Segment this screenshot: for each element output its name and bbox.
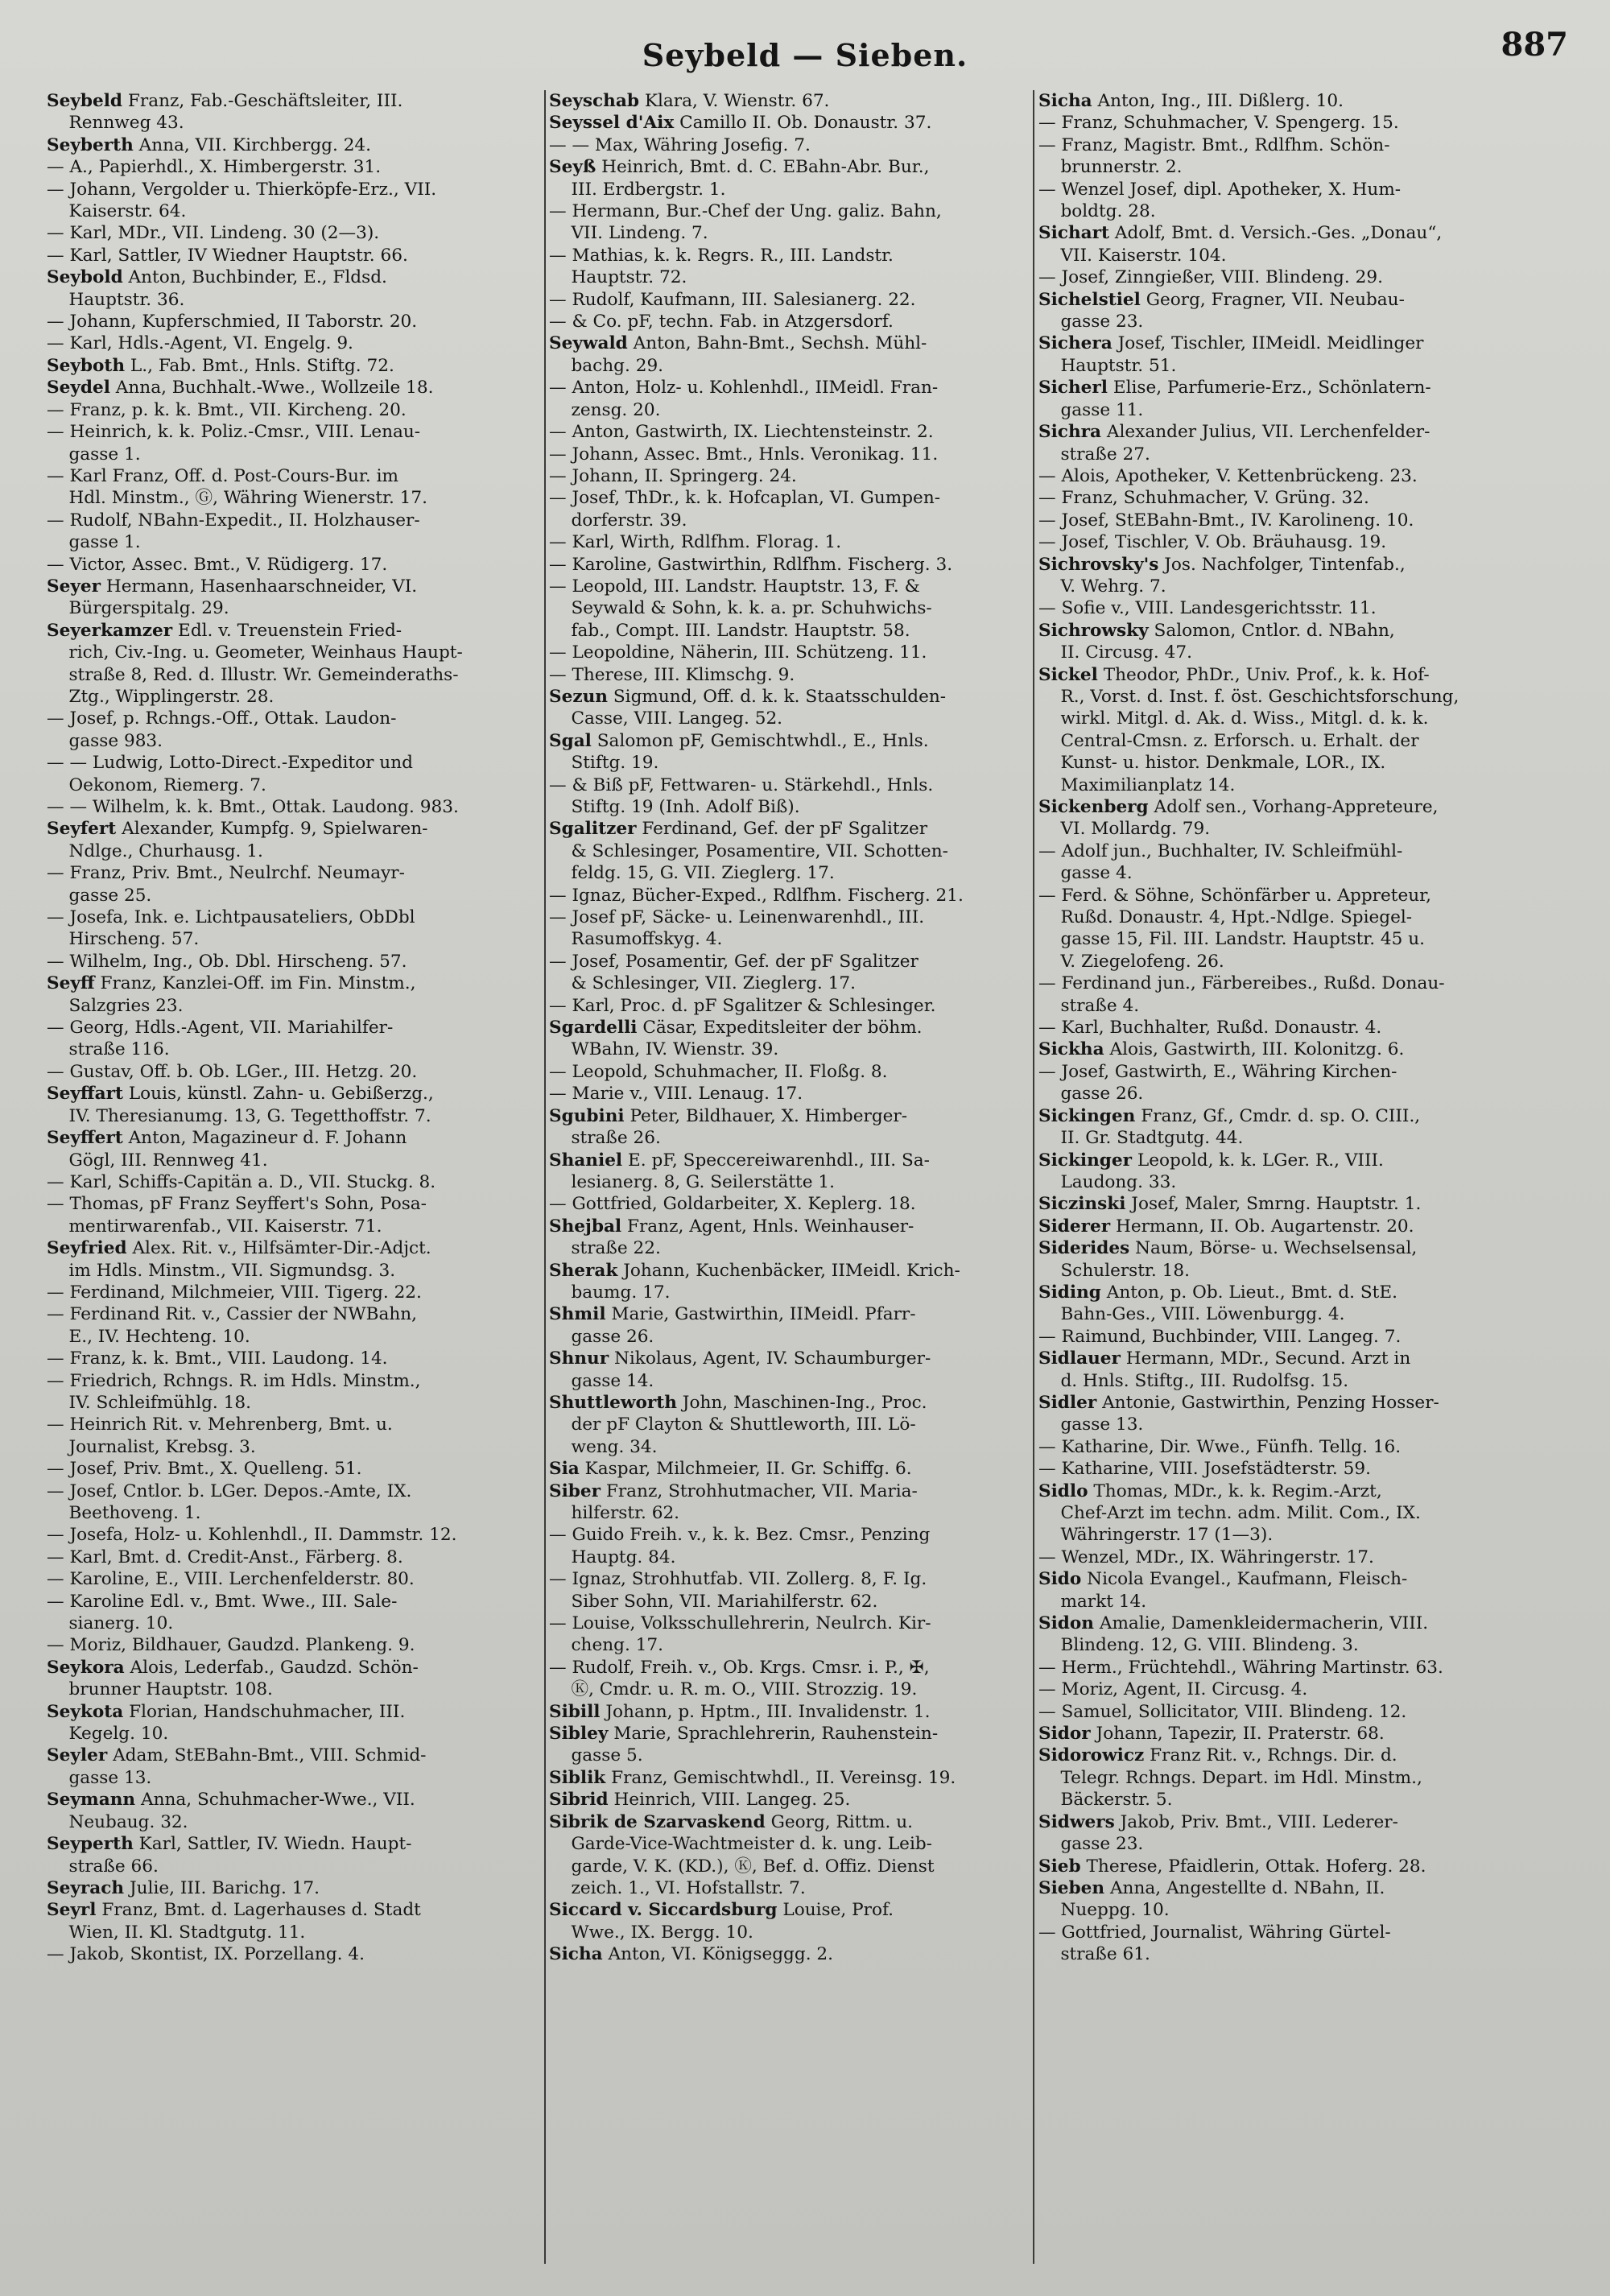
directory-line: — Adolf jun., Buchhalter, IV. Schleifmühl- — [1038, 840, 1403, 861]
directory-line: gasse 4. — [1038, 863, 1133, 884]
directory-line: Sickenberg Adolf sen., Vorhang-Appreteure, — [1038, 797, 1439, 817]
directory-line: — — Max, Währing Josefig. 7. — [549, 134, 811, 155]
directory-line: — Thomas, pF Franz Seyffert's Sohn, Posa- — [47, 1194, 427, 1215]
directory-line: — Karl Franz, Off. d. Post-Cours-Bur. im — [47, 465, 398, 486]
directory-line: Sibrik de Szarvaskend Georg, Rittm. u. — [549, 1811, 913, 1832]
directory-line: feldg. 15, G. VII. Zieglerg. 17. — [549, 863, 835, 884]
directory-line: — Franz, k. k. Bmt., VIII. Laudong. 14. — [47, 1348, 388, 1369]
directory-line: Blindeng. 12, G. VIII. Blindeng. 3. — [1038, 1635, 1359, 1656]
directory-line: Beethoveng. 1. — [47, 1503, 201, 1523]
directory-line: — Jakob, Skontist, IX. Porzellang. 4. — [47, 1944, 365, 1965]
directory-line: brunner Hauptstr. 108. — [47, 1679, 273, 1700]
directory-line: — Leopold, III. Landstr. Hauptstr. 13, F. & — [549, 576, 920, 597]
directory-line: cheng. 17. — [549, 1635, 664, 1656]
directory-line: — Karl, Hdls.-Agent, VI. Engelg. 9. — [47, 333, 353, 354]
directory-line: — Karl, Buchhalter, Rußd. Donaustr. 4. — [1038, 1018, 1382, 1039]
directory-line: — Rudolf, Kaufmann, III. Salesianerg. 22. — [549, 289, 916, 310]
directory-line: lesianerg. 8, G. Seilerstätte 1. — [549, 1171, 835, 1192]
directory-line: gasse 1. — [47, 532, 141, 553]
directory-line: — Leopoldine, Näherin, III. Schützeng. 11. — [549, 642, 927, 663]
directory-line: Sickel Theodor, PhDr., Univ. Prof., k. k. Hof- — [1038, 664, 1430, 685]
directory-line: im Hdls. Minstm., VII. Sigmundsg. 3. — [47, 1260, 396, 1281]
directory-line: — Josef, Tischler, V. Ob. Bräuhausg. 19. — [1038, 532, 1387, 553]
directory-line: Seyerkamzer Edl. v. Treuenstein Fried- — [47, 620, 402, 641]
directory-line: Sicha Anton, Ing., III. Dißlerg. 10. — [1038, 91, 1344, 111]
directory-line: gasse 13. — [1038, 1414, 1144, 1435]
directory-line: — Karoline, E., VIII. Lerchenfelderstr. 80. — [47, 1569, 415, 1590]
directory-line: Seyfried Alex. Rit. v., Hilfsämter-Dir.-Adjct. — [47, 1238, 431, 1259]
directory-line: VII. Lindeng. 7. — [549, 223, 708, 244]
directory-line: weng. 34. — [549, 1436, 658, 1457]
directory-line: VII. Kaiserstr. 104. — [1038, 245, 1227, 266]
directory-line: — Josef, ThDr., k. k. Hofcaplan, VI. Gumpen- — [549, 488, 941, 509]
directory-line: — Josef, Zinngießer, VIII. Blindeng. 29. — [1038, 267, 1383, 288]
directory-line: gasse 13. — [47, 1767, 152, 1788]
directory-line: Sicha Anton, VI. Königseggg. 2. — [549, 1944, 834, 1965]
directory-line: — Gottfried, Journalist, Währing Gürtel- — [1038, 1922, 1391, 1943]
directory-line: Journalist, Krebsg. 3. — [47, 1436, 256, 1457]
directory-line: — Wenzel Josef, dipl. Apotheker, X. Hum- — [1038, 179, 1402, 200]
directory-line: — Gottfried, Goldarbeiter, X. Keplerg. 18. — [549, 1194, 916, 1215]
directory-line: — Katharine, Dir. Wwe., Fünfh. Tellg. 16. — [1038, 1436, 1402, 1457]
directory-line: & Schlesinger, VII. Zieglerg. 17. — [549, 973, 856, 994]
directory-line: V. Ziegelofeng. 26. — [1038, 951, 1224, 972]
directory-line: — Herm., Früchtehdl., Währing Martinstr. 63. — [1038, 1657, 1443, 1678]
directory-line: Sichart Adolf, Bmt. d. Versich.-Ges. „Donau“, — [1038, 223, 1443, 244]
directory-line: — Franz, Schuhmacher, V. Spengerg. 15. — [1038, 113, 1399, 134]
directory-line: gasse 11. — [1038, 399, 1144, 420]
directory-line: Sgal Salomon pF, Gemischtwhdl., E., Hnls. — [549, 730, 929, 751]
directory-line: Siding Anton, p. Ob. Lieut., Bmt. d. StE. — [1038, 1282, 1397, 1303]
directory-line: Ztg., Wipplingerstr. 28. — [47, 686, 275, 707]
directory-line: Nueppg. 10. — [1038, 1900, 1170, 1921]
directory-line: V. Wehrg. 7. — [1038, 576, 1166, 597]
directory-line: straße 22. — [549, 1238, 661, 1259]
directory-line: Ndlge., Churhausg. 1. — [47, 840, 263, 861]
directory-line: Währingerstr. 17 (1—3). — [1038, 1525, 1274, 1546]
directory-line: IV. Theresianumg. 13, G. Tegetthoffstr. 7. — [47, 1105, 431, 1126]
directory-line: Seyschab Klara, V. Wienstr. 67. — [549, 91, 830, 111]
directory-line: — Anton, Holz- u. Kohlenhdl., IIMeidl. Fran- — [549, 378, 939, 398]
directory-line: wirkl. Mitgl. d. Ak. d. Wiss., Mitgl. d. k. k. — [1038, 708, 1429, 729]
directory-line: — Johann, Assec. Bmt., Hnls. Veronikag. 11. — [549, 444, 939, 465]
directory-line: — Raimund, Buchbinder, VIII. Langeg. 7. — [1038, 1326, 1402, 1347]
directory-line: Sickha Alois, Gastwirth, III. Kolonitzg. 6. — [1038, 1039, 1405, 1060]
directory-line: Oekonom, Riemerg. 7. — [47, 774, 266, 795]
directory-line: Telegr. Rchngs. Depart. im Hdl. Minstm., — [1038, 1767, 1422, 1788]
directory-line: Sibley Marie, Sprachlehrerin, Rauhenstein- — [549, 1724, 939, 1745]
directory-line: — Karl, Sattler, IV Wiedner Hauptstr. 66. — [47, 245, 408, 266]
directory-line: — Franz, p. k. k. Bmt., VII. Kircheng. 20. — [47, 399, 407, 420]
directory-line: gasse 26. — [549, 1326, 654, 1347]
directory-line: Sieben Anna, Angestellte d. NBahn, II. — [1038, 1877, 1385, 1898]
directory-line: — Marie v., VIII. Lenaug. 17. — [549, 1084, 803, 1105]
directory-line: rich, Civ.-Ing. u. Geometer, Weinhaus Haupt- — [47, 642, 463, 663]
directory-line: Kegelg. 10. — [47, 1724, 169, 1745]
directory-line: gasse 1. — [47, 444, 141, 465]
directory-line: — Victor, Assec. Bmt., V. Rüdigerg. 17. — [47, 554, 388, 575]
directory-line: — Katharine, VIII. Josefstädterstr. 59. — [1038, 1459, 1372, 1480]
directory-line: Seykora Alois, Lederfab., Gaudzd. Schön- — [47, 1657, 419, 1678]
directory-line: Garde-Vice-Wachtmeister d. k. ung. Leib- — [549, 1834, 932, 1855]
directory-line: Sgalitzer Ferdinand, Gef. der pF Sgalitzer — [549, 819, 928, 840]
directory-line: IV. Schleifmühlg. 18. — [47, 1392, 251, 1413]
directory-line: Sichera Josef, Tischler, IIMeidl. Meidlinger — [1038, 333, 1424, 354]
directory-line: — Josef, p. Rchngs.-Off., Ottak. Laudon- — [47, 708, 397, 729]
directory-line: — Wilhelm, Ing., Ob. Dbl. Hirscheng. 57. — [47, 951, 407, 972]
directory-line: Sidler Antonie, Gastwirthin, Penzing Hosser- — [1038, 1392, 1439, 1413]
directory-line: II. Circusg. 47. — [1038, 642, 1192, 663]
directory-line: R., Vorst. d. Inst. f. öst. Geschichtsforschung, — [1038, 686, 1459, 707]
directory-columns — [47, 90, 1576, 2280]
directory-line: gasse 23. — [1038, 1834, 1144, 1855]
directory-line: — Franz, Schuhmacher, V. Grüng. 32. — [1038, 488, 1369, 509]
directory-line: straße 27. — [1038, 444, 1150, 465]
directory-line: — Rudolf, Freih. v., Ob. Krgs. Cmsr. i. P., ✠, — [549, 1657, 930, 1678]
directory-line: — — Ludwig, Lotto-Direct.-Expeditor und — [47, 753, 413, 774]
directory-line: Rennweg 43. — [47, 113, 184, 134]
directory-line: hilferstr. 62. — [549, 1503, 680, 1523]
directory-line: gasse 25. — [47, 885, 152, 906]
directory-line: Hauptstr. 36. — [47, 289, 185, 310]
directory-line: — Ignaz, Bücher-Exped., Rdlfhm. Fischerg. 21. — [549, 885, 964, 906]
directory-line: VI. Mollardg. 79. — [1038, 819, 1211, 840]
directory-line: — Moriz, Bildhauer, Gaudzd. Plankeng. 9. — [47, 1635, 415, 1656]
directory-line: — Anton, Gastwirth, IX. Liechtensteinstr. 2. — [549, 422, 934, 443]
directory-line: — Josef, StEBahn-Bmt., IV. Karolineng. 10. — [1038, 510, 1414, 531]
directory-line: Stiftg. 19. — [549, 753, 659, 774]
directory-line: Bäckerstr. 5. — [1038, 1790, 1173, 1811]
directory-line: der pF Clayton & Shuttleworth, III. Lö- — [549, 1414, 916, 1435]
directory-line: — Therese, III. Klimschg. 9. — [549, 664, 795, 685]
directory-line: Seywald & Sohn, k. k. a. pr. Schuhwichs- — [549, 598, 932, 619]
directory-line: Laudong. 33. — [1038, 1171, 1177, 1192]
directory-line: Stiftg. 19 (Inh. Adolf Biß). — [549, 797, 800, 817]
directory-line: gasse 14. — [549, 1370, 654, 1391]
directory-line: — Josef, Cntlor. b. LGer. Depos.-Amte, IX. — [47, 1480, 412, 1501]
directory-line: Seyler Adam, StEBahn-Bmt., VIII. Schmid- — [47, 1745, 427, 1766]
directory-line: mentirwarenfab., VII. Kaiserstr. 71. — [47, 1216, 382, 1237]
directory-line: Sibrid Heinrich, VIII. Langeg. 25. — [549, 1790, 851, 1811]
directory-line: Sieb Therese, Pfaidlerin, Ottak. Hoferg. 28. — [1038, 1856, 1426, 1877]
directory-line: — Sofie v., VIII. Landesgerichtsstr. 11. — [1038, 598, 1377, 619]
directory-line: Sichelstiel Georg, Fragner, VII. Neubau- — [1038, 289, 1405, 310]
directory-line: Hauptstr. 51. — [1038, 355, 1177, 376]
directory-line: Seyberth Anna, VII. Kirchbergg. 24. — [47, 134, 372, 155]
directory-line: E., IV. Hechteng. 10. — [47, 1326, 250, 1347]
directory-line: Schulerstr. 18. — [1038, 1260, 1190, 1281]
directory-line: fab., Compt. III. Landstr. Hauptstr. 58. — [549, 620, 910, 641]
directory-line: Sidorowicz Franz Rit. v., Rchngs. Dir. d. — [1038, 1745, 1397, 1766]
directory-line: Siccard v. Siccardsburg Louise, Prof. — [549, 1900, 894, 1921]
directory-line: — Wenzel, MDr., IX. Währingerstr. 17. — [1038, 1546, 1374, 1567]
directory-line: Siczinski Josef, Maler, Smrng. Hauptstr. 1. — [1038, 1194, 1422, 1215]
directory-line: straße 61. — [1038, 1944, 1150, 1965]
directory-line: Sherak Johann, Kuchenbäcker, IIMeidl. Krich- — [549, 1260, 960, 1281]
directory-line: — Leopold, Schuhmacher, II. Floßg. 8. — [549, 1061, 888, 1082]
directory-line: Sickingen Franz, Gf., Cmdr. d. sp. O. CIII., — [1038, 1105, 1421, 1126]
page-number: 887 — [1501, 26, 1568, 64]
directory-line: — Johann, Kupferschmied, II Taborstr. 20. — [47, 312, 418, 332]
directory-line: Bürgerspitalg. 29. — [47, 598, 229, 619]
directory-line: markt 14. — [1038, 1591, 1147, 1612]
directory-line: — Ferd. & Söhne, Schönfärber u. Appreteur, — [1038, 885, 1431, 906]
directory-line: Gögl, III. Rennweg 41. — [47, 1150, 268, 1171]
directory-line: Sichra Alexander Julius, VII. Lerchenfelder- — [1038, 422, 1430, 443]
directory-line: Seykota Florian, Handschuhmacher, III. — [47, 1701, 406, 1722]
directory-line: Seybeld Franz, Fab.-Geschäftsleiter, III. — [47, 91, 403, 111]
directory-line: sianerg. 10. — [47, 1613, 174, 1634]
directory-line: — Franz, Priv. Bmt., Neulrchf. Neumayr- — [47, 863, 405, 884]
directory-line: straße 116. — [47, 1039, 170, 1060]
directory-line: Kaiserstr. 64. — [47, 201, 187, 222]
directory-line: Bahn-Ges., VIII. Löwenburgg. 4. — [1038, 1304, 1345, 1325]
directory-line: Sidor Johann, Tapezir, II. Praterstr. 68. — [1038, 1724, 1385, 1745]
directory-line: Chef-Arzt im techn. adm. Milit. Com., IX. — [1038, 1503, 1421, 1523]
directory-line: Sezun Sigmund, Off. d. k. k. Staatsschulden- — [549, 686, 947, 707]
directory-line: Siderer Hermann, II. Ob. Augartenstr. 20. — [1038, 1216, 1414, 1237]
directory-line: Sidwers Jakob, Priv. Bmt., VIII. Lederer- — [1038, 1811, 1398, 1832]
directory-line: Siber Sohn, VII. Mariahilferstr. 62. — [549, 1591, 878, 1612]
directory-line: Sido Nicola Evangel., Kaufmann, Fleisch- — [1038, 1569, 1408, 1590]
directory-line: Wien, II. Kl. Stadtgutg. 11. — [47, 1922, 306, 1943]
directory-line: Sickinger Leopold, k. k. LGer. R., VIII. — [1038, 1150, 1384, 1171]
directory-line: — Georg, Hdls.-Agent, VII. Mariahilfer- — [47, 1018, 394, 1039]
directory-line: Seyfert Alexander, Kumpfg. 9, Spielwaren- — [47, 819, 428, 840]
directory-line: — Josefa, Holz- u. Kohlenhdl., II. Dammstr. 12. — [47, 1525, 457, 1546]
directory-line: Seywald Anton, Bahn-Bmt., Sechsh. Mühl- — [549, 333, 927, 354]
directory-line: Sgardelli Cäsar, Expeditsleiter der böhm. — [549, 1018, 923, 1039]
directory-line: Shuttleworth John, Maschinen-Ing., Proc. — [549, 1392, 927, 1413]
directory-line: Central-Cmsn. z. Erforsch. u. Erhalt. der — [1038, 730, 1419, 751]
directory-line: Sia Kaspar, Milchmeier, II. Gr. Schiffg. 6. — [549, 1459, 912, 1480]
directory-line: — Johann, Vergolder u. Thierköpfe-Erz., VII. — [47, 179, 437, 200]
directory-line: Maximilianplatz 14. — [1038, 774, 1236, 795]
directory-line: — Alois, Apotheker, V. Kettenbrückeng. 23. — [1038, 465, 1418, 486]
directory-line: — Karl, Proc. d. pF Sgalitzer & Schlesinger. — [549, 995, 936, 1016]
directory-line: Wwe., IX. Bergg. 10. — [549, 1922, 753, 1943]
directory-line: — Franz, Magistr. Bmt., Rdlfhm. Schön- — [1038, 134, 1390, 155]
directory-line: baumg. 17. — [549, 1282, 671, 1303]
directory-line: — Karoline, Gastwirthin, Rdlfhm. Fischerg. 3. — [549, 554, 953, 575]
directory-line: Seyß Heinrich, Bmt. d. C. EBahn-Abr. Bur., — [549, 157, 930, 178]
directory-line: Sibill Johann, p. Hptm., III. Invalidenstr. 1. — [549, 1701, 931, 1722]
directory-line: Shmil Marie, Gastwirthin, IIMeidl. Pfarr- — [549, 1304, 916, 1325]
directory-line: d. Hnls. Stiftg., III. Rudolfsg. 15. — [1038, 1370, 1349, 1391]
directory-line: zensg. 20. — [549, 399, 661, 420]
directory-line: Sidlo Thomas, MDr., k. k. Regim.-Arzt, — [1038, 1480, 1382, 1501]
directory-line: — Karl, MDr., VII. Lindeng. 30 (2—3). — [47, 223, 380, 244]
directory-line: straße 66. — [47, 1856, 159, 1877]
directory-line: gasse 26. — [1038, 1084, 1144, 1105]
directory-line: zeich. 1., VI. Hofstallstr. 7. — [549, 1877, 806, 1898]
page-header — [0, 14, 1610, 79]
directory-line: — Karoline Edl. v., Bmt. Wwe., III. Sale- — [47, 1591, 398, 1612]
directory-line: Seymann Anna, Schuhmacher-Wwe., VII. — [47, 1790, 415, 1811]
directory-line: Sidon Amalie, Damenkleidermacherin, VIII. — [1038, 1613, 1429, 1634]
directory-line: — & Co. pF, techn. Fab. in Atzgersdorf. — [549, 312, 894, 332]
directory-line: Siblik Franz, Gemischtwhdl., II. Vereinsg. 19. — [549, 1767, 956, 1788]
directory-line: — Moriz, Agent, II. Circusg. 4. — [1038, 1679, 1308, 1700]
directory-line: — Ferdinand Rit. v., Cassier der NWBahn, — [47, 1304, 417, 1325]
directory-line: gasse 983. — [47, 730, 163, 751]
directory-line: — Josef, Gastwirth, E., Währing Kirchen- — [1038, 1061, 1397, 1082]
directory-line: — Josef, Posamentir, Gef. der pF Sgalitzer — [549, 951, 919, 972]
directory-line: brunnerstr. 2. — [1038, 157, 1183, 178]
directory-line: — Josef, Priv. Bmt., X. Quelleng. 51. — [47, 1459, 362, 1480]
directory-line: — Gustav, Off. b. Ob. LGer., III. Hetzg. 20. — [47, 1061, 418, 1082]
directory-line: Seyboth L., Fab. Bmt., Hnls. Stiftg. 72. — [47, 355, 394, 376]
directory-line: Seyff Franz, Kanzlei-Off. im Fin. Minstm., — [47, 973, 416, 994]
directory-line: Neubaug. 32. — [47, 1811, 188, 1832]
directory-line: — A., Papierhdl., X. Himbergerstr. 31. — [47, 157, 382, 178]
directory-line: Seyrach Julie, III. Barichg. 17. — [47, 1877, 320, 1898]
directory-line: — Karl, Wirth, Rdlfhm. Florag. 1. — [549, 532, 842, 553]
directory-line: Hauptstr. 72. — [549, 267, 687, 288]
directory-line: WBahn, IV. Wienstr. 39. — [549, 1039, 779, 1060]
directory-line: — Josefa, Ink. e. Lichtpausateliers, ObDbl — [47, 907, 415, 928]
directory-line: — Ignaz, Strohhutfab. VII. Zollerg. 8, F. Ig. — [549, 1569, 927, 1590]
directory-line: — Mathias, k. k. Regrs. R., III. Landstr. — [549, 245, 894, 266]
directory-line: — Karl, Bmt. d. Credit-Anst., Färberg. 8. — [47, 1546, 403, 1567]
directory-line: gasse 23. — [1038, 312, 1144, 332]
directory-line: garde, V. K. (KD.), Ⓚ, Bef. d. Offiz. Dienst — [549, 1856, 935, 1877]
directory-line: — Friedrich, Rchngs. R. im Hdls. Minstm., — [47, 1370, 421, 1391]
directory-line: — Josef pF, Säcke- u. Leinenwarenhdl., III. — [549, 907, 925, 928]
directory-line: Sichrowsky Salomon, Cntlor. d. NBahn, — [1038, 620, 1395, 641]
directory-line: — Samuel, Sollicitator, VIII. Blindeng. 12. — [1038, 1701, 1407, 1722]
directory-line: — — Wilhelm, k. k. Bmt., Ottak. Laudong. 983. — [47, 797, 459, 817]
directory-line: Hdl. Minstm., Ⓖ, Währing Wienerstr. 17. — [47, 488, 428, 509]
directory-line: — Ferdinand jun., Färbereibes., Rußd. Donau- — [1038, 973, 1445, 994]
directory-line: — Johann, II. Springerg. 24. — [549, 465, 797, 486]
directory-line: Seyer Hermann, Hasenhaarschneider, VI. — [47, 576, 418, 597]
directory-line: dorferstr. 39. — [549, 510, 687, 531]
directory-line: Hauptg. 84. — [549, 1546, 676, 1567]
directory-line: Ⓚ, Cmdr. u. R. m. O., VIII. Strozzig. 19. — [549, 1679, 918, 1700]
running-head: Seybeld — Sieben. — [642, 37, 968, 73]
directory-line: — Guido Freih. v., k. k. Bez. Cmsr., Penzing — [549, 1525, 931, 1546]
directory-line: — Heinrich Rit. v. Mehrenberg, Bmt. u. — [47, 1414, 393, 1435]
directory-line: — Louise, Volksschullehrerin, Neulrch. Kir- — [549, 1613, 931, 1634]
directory-line: Sichrovsky's Jos. Nachfolger, Tintenfab., — [1038, 554, 1406, 575]
directory-line: Seydel Anna, Buchhalt.-Wwe., Wollzeile 18. — [47, 378, 434, 398]
directory-line: — Karl, Schiffs-Capitän a. D., VII. Stuckg. 8. — [47, 1171, 436, 1192]
directory-line: Hirscheng. 57. — [47, 929, 200, 950]
directory-line: bachg. 29. — [549, 355, 664, 376]
directory-line: — Hermann, Bur.-Chef der Ung. galiz. Bahn, — [549, 201, 942, 222]
directory-line: Salzgries 23. — [47, 995, 184, 1016]
directory-line: Seyffert Anton, Magazineur d. F. Johann — [47, 1128, 407, 1149]
directory-line: Seyffart Louis, künstl. Zahn- u. Gebißerzg., — [47, 1084, 434, 1105]
directory-line: II. Gr. Stadtgutg. 44. — [1038, 1128, 1244, 1149]
directory-line: Kunst- u. histor. Denkmale, LOR., IX. — [1038, 753, 1386, 774]
directory-line: Siderides Naum, Börse- u. Wechselsensal, — [1038, 1238, 1418, 1259]
directory-line: Seyrl Franz, Bmt. d. Lagerhauses d. Stadt — [47, 1900, 421, 1921]
directory-line: straße 26. — [549, 1128, 661, 1149]
directory-line: Shejbal Franz, Agent, Hnls. Weinhauser- — [549, 1216, 914, 1237]
directory-column-1 — [47, 90, 539, 2280]
directory-line: — Heinrich, k. k. Poliz.-Cmsr., VIII. Lenau- — [47, 422, 421, 443]
directory-line: Casse, VIII. Langeg. 52. — [549, 708, 783, 729]
directory-line: straße 8, Red. d. Illustr. Wr. Gemeinderaths- — [47, 664, 459, 685]
directory-line: Rasumoffskyg. 4. — [549, 929, 723, 950]
directory-line: — Rudolf, NBahn-Expedit., II. Holzhauser- — [47, 510, 420, 531]
directory-line: gasse 5. — [549, 1745, 643, 1766]
directory-line: Sicherl Elise, Parfumerie-Erz., Schönlatern- — [1038, 378, 1431, 398]
directory-line: — Ferdinand, Milchmeier, VIII. Tigerg. 22. — [47, 1282, 422, 1303]
directory-line: Sidlauer Hermann, MDr., Secund. Arzt in — [1038, 1348, 1411, 1369]
directory-line: Rußd. Donaustr. 4, Hpt.-Ndlge. Spiegel- — [1038, 907, 1413, 928]
directory-column-3 — [1038, 90, 1531, 2280]
directory-line: III. Erdbergstr. 1. — [549, 179, 726, 200]
directory-line: Shnur Nikolaus, Agent, IV. Schaumburger- — [549, 1348, 931, 1369]
directory-line: Sgubini Peter, Bildhauer, X. Himberger- — [549, 1105, 908, 1126]
directory-line: gasse 15, Fil. III. Landstr. Hauptstr. 45 u. — [1038, 929, 1426, 950]
directory-line: & Schlesinger, Posamentire, VII. Schotten- — [549, 840, 948, 861]
directory-column-2 — [549, 90, 1042, 2280]
directory-line: Shaniel E. pF, Speccereiwarenhdl., III. Sa- — [549, 1150, 930, 1171]
directory-line: — & Biß pF, Fettwaren- u. Stärkehdl., Hnls. — [549, 774, 934, 795]
directory-line: Siber Franz, Strohhutmacher, VII. Maria- — [549, 1480, 918, 1501]
directory-line: boldtg. 28. — [1038, 201, 1156, 222]
directory-line: straße 4. — [1038, 995, 1140, 1016]
directory-line: Seybold Anton, Buchbinder, E., Fldsd. — [47, 267, 387, 288]
directory-line: Seyperth Karl, Sattler, IV. Wiedn. Haupt- — [47, 1834, 412, 1855]
directory-line: Seyssel d'Aix Camillo II. Ob. Donaustr. 37. — [549, 113, 932, 134]
